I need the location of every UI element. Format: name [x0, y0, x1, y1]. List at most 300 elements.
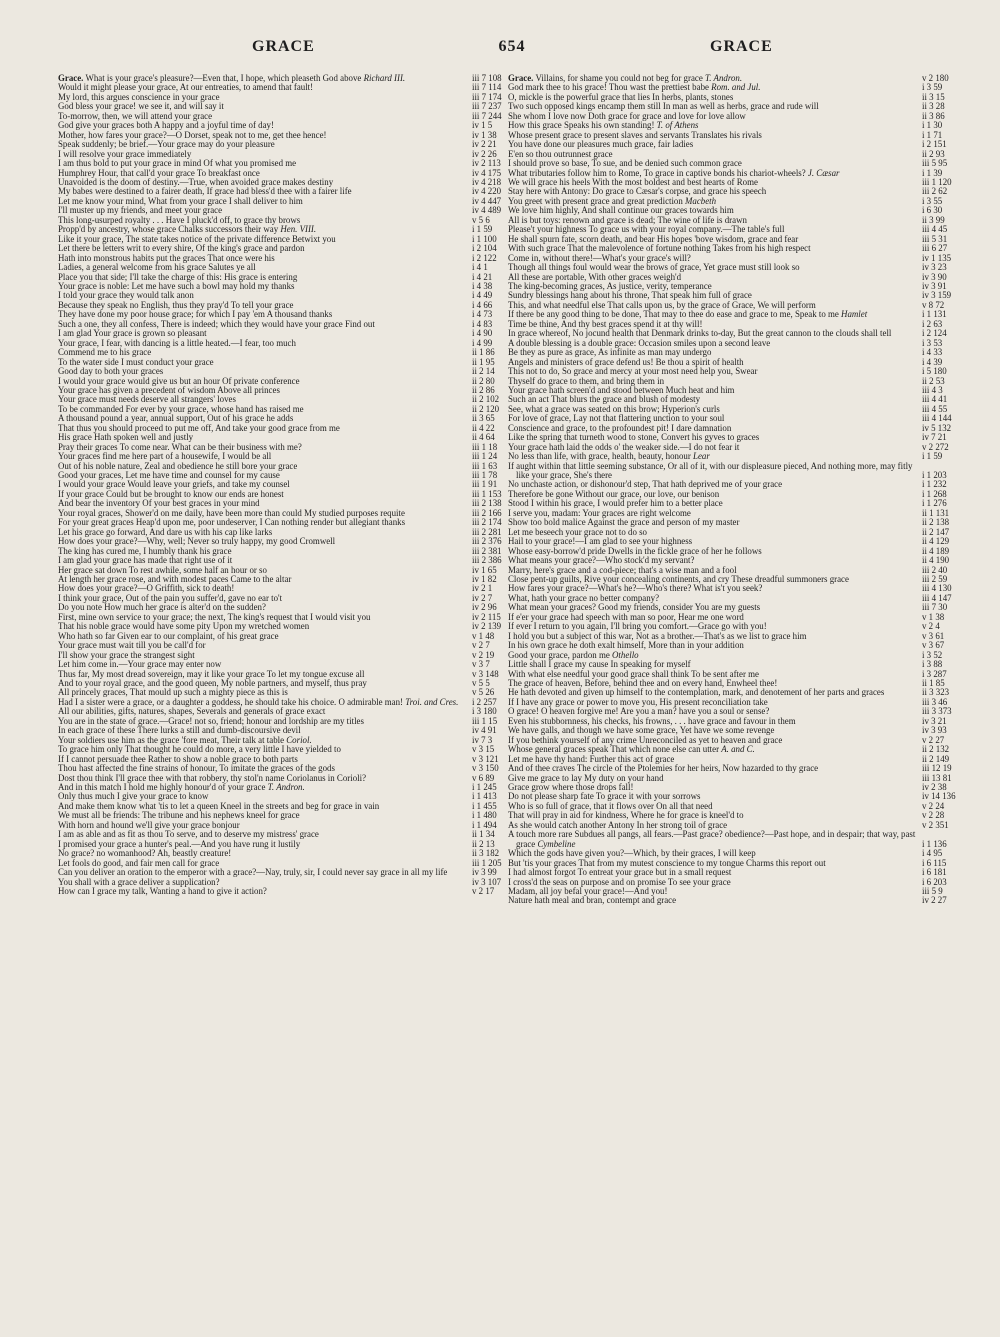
act-scene-line-ref: i 1 232: [922, 479, 947, 490]
quotation-text: What tributaries follow him to Rome, To grace in captive bonds his chariot-wheels?: [508, 167, 806, 178]
play-title: Hen. VIII.: [280, 224, 317, 235]
quotation-text: Hath into monstrous habits put the graces That once were his: [58, 252, 275, 263]
act-scene-line-ref: iv 14 136: [922, 791, 956, 802]
quotation-text: I told your grace they would talk anon: [58, 290, 194, 301]
quotation-text: O, mickle is the powerful grace that lies In herbs, plants, stones: [508, 91, 734, 102]
quotation-text: No less than life, with grace, health, beauty, honour: [508, 451, 691, 462]
act-scene-line-ref: i 6 30: [922, 205, 943, 216]
quotation-text: God mark thee to his grace! Thou wast the prettiest babe: [508, 82, 709, 93]
act-scene-line-ref: iv 2 1: [472, 583, 493, 594]
act-scene-line-ref: iii 2 376: [472, 536, 502, 547]
act-scene-line-ref: iv 2 139: [472, 621, 502, 632]
quotation-text: Stood I within his grace, I would prefer him to a better place: [508, 498, 723, 509]
play-title: Lear: [693, 451, 710, 462]
page-number: 654: [498, 38, 526, 55]
act-scene-line-ref: i 1 494: [472, 819, 497, 830]
quotation-text: She whom I love now Doth grace for grace and love for love allow: [508, 110, 746, 121]
right-column: [508, 74, 976, 906]
quotation-text: We must all be friends: The tribune and his nephews kneel for grace: [58, 810, 300, 821]
act-scene-line-ref: i 4 95: [922, 848, 943, 859]
act-scene-line-ref: iv 3 159: [922, 290, 952, 301]
act-scene-line-ref: i 4 33: [922, 347, 943, 358]
quotation-text: God give your graces both A happy and a joyful time of day!: [58, 120, 274, 131]
act-scene-line-ref: iv 4 489: [472, 205, 502, 216]
act-scene-line-ref: i 2 104: [472, 243, 497, 254]
quotation-text: Such an act That blurs the grace and blush of modesty: [508, 394, 701, 405]
quotation-text: At length her grace rose, and with modest paces Came to the altar: [58, 574, 292, 585]
act-scene-line-ref: i 3 52: [922, 649, 943, 660]
quotation-text: Such a one, they all confess, There is indeed; which they would have your grace Find out: [58, 318, 375, 329]
quotation-text: Would it might please your grace, At our entreaties, to amend that fault!: [58, 82, 314, 93]
act-scene-line-ref: i 1 268: [922, 488, 947, 499]
act-scene-line-ref: iii 1 78: [472, 470, 498, 481]
act-scene-line-ref: ii 4 129: [922, 536, 950, 547]
headword: Grace.: [508, 73, 534, 83]
act-scene-line-ref: i 5 180: [922, 366, 947, 377]
quotation-text: Conscience and grace, to the profoundest pit! I dare damnation: [508, 422, 732, 433]
act-scene-line-ref: iv 1 38: [472, 129, 497, 140]
quotation-text: Let his grace go forward, And dare us with his cap like larks: [58, 526, 273, 537]
quotation-text: Your grace hath laid the odds o' the weaker side.—I do not fear it: [508, 441, 740, 452]
left-running-head: GRACE: [252, 38, 315, 55]
quotation-text: O grace! O heaven forgive me! Are you a man? have you a soul or sense?: [508, 706, 770, 717]
act-scene-line-ref: i 2 257: [472, 696, 497, 707]
act-scene-line-ref: ii 1 131: [922, 507, 950, 518]
quotation-text: If your grace Could but be brought to know our ends are honest: [58, 488, 284, 499]
quotation-text: I hold you but a subject of this war, Not as a brother.—That's as we list to grace him: [508, 630, 807, 641]
quotation-text: Your grace has given a precedent of wisdom Above all princes: [58, 384, 280, 395]
quotation-text: With such grace That the malevolence of fortune nothing Takes from his high respect: [508, 243, 811, 254]
act-scene-line-ref: v 3 67: [922, 640, 945, 651]
quotation-text: You shall with a grace deliver a supplication?: [58, 876, 220, 887]
act-scene-line-ref: v 5 6: [472, 214, 490, 225]
act-scene-line-ref: iii 2 138: [472, 498, 502, 509]
quotation-text: I am thus bold to put your grace in mind Of what you promised me: [58, 158, 297, 169]
quotation-text: Therefore be gone Without our grace, our love, our benison: [508, 488, 720, 499]
act-scene-line-ref: v 5 26: [472, 687, 495, 698]
act-scene-line-ref: ii 3 15: [922, 91, 945, 102]
act-scene-line-ref: ii 2 149: [922, 753, 950, 764]
act-scene-line-ref: iv 4 218: [472, 176, 502, 187]
act-scene-line-ref: v 3 121: [472, 753, 499, 764]
quotation-text: Good your graces, Let me have time and counsel for my cause: [58, 470, 280, 481]
quotation-text: You have done our pleasures much grace, fair ladies: [508, 139, 694, 150]
left-column: [58, 74, 526, 896]
quotation-text: How this grace Speaks his own standing!: [508, 120, 655, 131]
concordance-entry: [508, 830, 976, 849]
act-scene-line-ref: iii 12 19: [922, 763, 952, 774]
quotation-text: And bear the inventory Of your best graces in your mind: [58, 498, 260, 509]
quotation-text: Whose easy-borrow'd pride Dwells in the fickle grace of her he follows: [508, 545, 762, 556]
quotation-text: I think your grace, Out of the pain you suffer'd, gave no ear to't: [58, 592, 283, 603]
act-scene-line-ref: iv 3 90: [922, 271, 947, 282]
act-scene-line-ref: i 4 99: [472, 337, 493, 348]
quotation-text: Ladies, a general welcome from his grace Salutes ye all: [58, 262, 256, 273]
quotation-text: All our abilities, gifts, natures, shapes, Severals and generals of grace exact: [58, 706, 326, 717]
act-scene-line-ref: ii 3 323: [922, 687, 950, 698]
act-scene-line-ref: iii 4 144: [922, 413, 952, 424]
quotation-text: Like the spring that turneth wood to stone, Convert his gyves to graces: [508, 432, 760, 443]
act-scene-line-ref: ii 2 14: [472, 366, 495, 377]
act-scene-line-ref: i 4 38: [472, 280, 493, 291]
quotation-text: Close pent-up guilts, Rive your concealing continents, and cry These dreadful summoners grace: [508, 574, 849, 585]
quotation-text: To-morrow, then, we will attend your grace: [58, 110, 213, 121]
play-title: J. Cæsar: [807, 167, 840, 178]
quotation-text: I'll show your grace the strangest sight: [58, 649, 195, 660]
quotation-text: Nature hath meal and bran, contempt and grace: [508, 895, 677, 906]
quotation-text: To the water side I must conduct your grace: [58, 356, 214, 367]
quotation-text: For love of grace, Lay not that flattering unction to your soul: [508, 413, 725, 424]
act-scene-line-ref: ii 4 189: [922, 545, 950, 556]
quotation-text: We will grace his heels With the most boldest and best hearts of Rome: [508, 176, 758, 187]
quotation-text: Good day to both your graces: [58, 366, 164, 377]
act-scene-line-ref: iii 1 91: [472, 479, 498, 490]
quotation-text: A touch more rare Subdues all pangs, all fears.—Past grace? obedience?—Past hope, and in despair; that way, past grace: [508, 829, 916, 849]
act-scene-line-ref: i 1 455: [472, 800, 497, 811]
act-scene-line-ref: iv 2 38: [922, 781, 947, 792]
act-scene-line-ref: i 3 53: [922, 337, 943, 348]
act-scene-line-ref: v 2 17: [472, 885, 495, 896]
quotation-text: I'll muster up my friends, and meet your grace: [58, 205, 223, 216]
act-scene-line-ref: ii 3 65: [472, 413, 495, 424]
act-scene-line-ref: i 1 59: [472, 224, 493, 235]
act-scene-line-ref: i 4 66: [472, 299, 493, 310]
act-scene-line-ref: i 3 59: [922, 82, 943, 93]
quotation-text: Your grace hath screen'd and stood between Much heat and him: [508, 384, 735, 395]
quotation-text: That will pray in aid for kindness, Where he for grace is kneel'd to: [508, 810, 744, 821]
act-scene-line-ref: ii 1 95: [472, 356, 495, 367]
quotation-text: Even his stubbornness, his checks, his frowns, . . . have grace and favour in them: [508, 715, 796, 726]
act-scene-line-ref: v 2 272: [922, 441, 949, 452]
quotation-text: And of thee craves The circle of the Ptolemies for her heirs, Now hazarded to thy grace: [508, 763, 819, 774]
act-scene-line-ref: iii 13 81: [922, 772, 952, 783]
quotation-text: If e'er your grace had speech with man so poor, Hear me one word: [508, 611, 744, 622]
act-scene-line-ref: v 2 4: [922, 621, 940, 632]
act-scene-line-ref: v 1 48: [472, 630, 495, 641]
act-scene-line-ref: iii 4 147: [922, 592, 952, 603]
concordance-entry: [508, 462, 976, 481]
quotation-text: Can you deliver an oration to the emperor with a grace?—Nay, truly, sir, I could never say grace in all my life: [58, 867, 448, 878]
quotation-text: Humphrey Hour, that call'd your grace To breakfast once: [58, 167, 260, 178]
act-scene-line-ref: i 2 151: [922, 139, 947, 150]
quotation-text: What, hath your grace no better company?: [508, 592, 660, 603]
quotation-text: This, and what needful else That calls upon us, by the grace of Grace, We will perform: [508, 299, 816, 310]
quotation-text: Commend me to his grace: [58, 347, 152, 358]
quotation-text: We love him highly, And shall continue our graces towards him: [508, 205, 734, 216]
act-scene-line-ref: i 1 203: [922, 470, 947, 481]
quotation-text: I will resolve your grace immediately: [58, 148, 192, 159]
play-title: A. and C.: [721, 744, 755, 755]
play-title: T. of Athens: [656, 120, 699, 131]
act-scene-line-ref: v 8 72: [922, 299, 945, 310]
quotation-text: Two such opposed kings encamp them still In man as well as herbs, grace and rude will: [508, 101, 819, 112]
quotation-text: With what else needful your good grace shall think To be sent after me: [508, 668, 759, 679]
quotation-text: No unchaste action, or dishonour'd step, That hath deprived me of your grace: [508, 479, 783, 490]
quotation-text: Do not please sharp fate To grace it with your sorrows: [508, 791, 701, 802]
act-scene-line-ref: v 2 7: [472, 640, 490, 651]
quotation-text: Time be thine, And thy best graces spend it at thy will!: [508, 318, 703, 329]
act-scene-line-ref: ii 2 80: [472, 375, 495, 386]
act-scene-line-ref: ii 2 120: [472, 403, 500, 414]
act-scene-line-ref: i 6 181: [922, 867, 947, 878]
act-scene-line-ref: i 4 1: [472, 262, 488, 273]
act-scene-line-ref: i 2 124: [922, 328, 947, 339]
act-scene-line-ref: iii 7 244: [472, 110, 502, 121]
quotation-text: How can I grace my talk, Wanting a hand to give it action?: [58, 885, 267, 896]
act-scene-line-ref: ii 2 93: [922, 148, 945, 159]
quotation-text: And to your royal grace, and the good queen, My noble partners, and myself, thus pray: [58, 678, 367, 688]
quotation-text: Your grace must wait till you be call'd for: [58, 640, 206, 651]
play-title: Othello: [612, 649, 639, 660]
act-scene-line-ref: ii 3 86: [922, 110, 945, 121]
act-scene-line-ref: iv 7 21: [922, 432, 947, 443]
act-scene-line-ref: ii 1 85: [922, 678, 945, 688]
act-scene-line-ref: iv 1 135: [922, 252, 952, 263]
concordance-entry: [508, 896, 976, 905]
quotation-text: E'en so thou outrunnest grace: [508, 148, 613, 159]
quotation-text: Only thus much I give your grace to know: [58, 791, 209, 802]
act-scene-line-ref: ii 2 138: [922, 517, 950, 528]
quotation-text: Thou hast affected the fine strains of honour, To imitate the graces of the gods: [58, 763, 335, 774]
act-scene-line-ref: ii 2 102: [472, 394, 500, 405]
quotation-text: Thus far, My most dread sovereign, may it like your grace To let my tongue excuse all: [58, 668, 365, 679]
play-title: Coriol.: [286, 734, 312, 745]
quotation-text: You are in the state of grace.—Grace! not so, friend; honour and lordship are my titles: [58, 715, 364, 726]
quotation-text: Be they as pure as grace, As infinite as man may undergo: [508, 347, 712, 358]
act-scene-line-ref: i 1 59: [922, 451, 943, 462]
quotation-text: To grace him only That thought he could do more, a very little I have yielded to: [58, 744, 341, 755]
quotation-text: Give me grace to lay My duty on your hand: [508, 772, 664, 783]
quotation-text: If I cannot persuade thee Rather to show a noble grace to both parts: [58, 753, 298, 764]
concordance-entry: [58, 887, 526, 896]
quotation-text: How fares your grace?—What's he?—Who's there? What is't you seek?: [508, 583, 763, 594]
quotation-text: A thousand pound a year, annual support, Out of his grace he adds: [58, 413, 294, 424]
act-scene-line-ref: iii 1 205: [472, 857, 502, 868]
quotation-text: Your grace must needs deserve all strangers' loves: [58, 394, 236, 405]
quotation-text: My lord, this argues conscience in your grace: [58, 91, 220, 102]
quotation-text: Your royal graces, Shower'd on me daily, have been more than could My studied purposes requite: [58, 507, 405, 518]
act-scene-line-ref: i 4 83: [472, 318, 493, 329]
act-scene-line-ref: iv 3 107: [472, 876, 502, 887]
quotation-text: No grace? no womanhood? Ah, beastly creature!: [58, 848, 232, 859]
act-scene-line-ref: ii 1 86: [472, 347, 495, 358]
quotation-text: And in this match I hold me highly honour'd of your grace: [58, 781, 266, 792]
act-scene-line-ref: iii 1 120: [922, 176, 952, 187]
quotation-text: Let me have thy hand: Further this act of grace: [508, 753, 675, 764]
act-scene-line-ref: i 3 88: [922, 659, 943, 670]
play-title: T. Andron.: [267, 781, 305, 792]
right-entry-list: [508, 74, 976, 906]
quotation-text: In each grace of these There lurks a still and dumb-discoursive devil: [58, 725, 301, 736]
act-scene-line-ref: ii 4 190: [922, 555, 950, 566]
play-title: Troi. and Cres.: [405, 696, 459, 707]
act-scene-line-ref: ii 2 13: [472, 838, 495, 849]
act-scene-line-ref: i 6 203: [922, 876, 947, 887]
quotation-text: If aught within that little seeming substance, Or all of it, with our displeasure pieced, And nothing more, may fitly like your grace, She's there: [508, 460, 913, 481]
quotation-text: Angels and ministers of grace defend us! Be thou a spirit of health: [508, 356, 744, 367]
quotation-text: How does your grace?—Why, well; Never so truly happy, my good Cromwell: [58, 536, 336, 547]
act-scene-line-ref: iii 7 174: [472, 91, 502, 102]
quotation-text: Her grace sat down To rest awhile, some half an hour or so: [58, 564, 267, 575]
act-scene-line-ref: iv 3 91: [922, 280, 947, 291]
act-scene-line-ref: iii 2 174: [472, 517, 502, 528]
quotation-text: Thyself do grace to them, and bring them in: [508, 375, 665, 386]
act-scene-line-ref: iii 2 62: [922, 186, 948, 197]
act-scene-line-ref: iii 2 386: [472, 555, 502, 566]
quotation-text: God bless your grace! we see it, and will say it: [58, 101, 224, 112]
quotation-text: You greet with present grace and great prediction: [508, 195, 683, 206]
quotation-text: But 'tis your graces That from my mutest conscience to my tongue Charms this report out: [508, 857, 826, 868]
quotation-text: I am glad Your grace is grown so pleasant: [58, 328, 207, 339]
act-scene-line-ref: iv 3 23: [922, 262, 947, 273]
quotation-text: Propp'd by ancestry, whose grace Chalks successors their way: [58, 224, 279, 235]
quotation-text: With horn and hound we'll give your grace bonjour: [58, 819, 240, 830]
act-scene-line-ref: ii 2 132: [922, 744, 950, 755]
act-scene-line-ref: i 1 245: [472, 781, 497, 792]
play-title: Macbeth: [685, 195, 717, 206]
act-scene-line-ref: i 1 276: [922, 498, 947, 509]
quotation-text: Out of his noble nature, Zeal and obedience he still bore your grace: [58, 460, 298, 471]
act-scene-line-ref: iii 4 41: [922, 394, 948, 405]
quotation-text: Because they speak no English, thus they pray'd To tell your grace: [58, 299, 294, 310]
quotation-text: What means your grace?—Who stock'd my servant?: [508, 555, 695, 566]
act-scene-line-ref: iv 2 7: [472, 592, 493, 603]
quotation-text: I would your grace Would leave your griefs, and take my counsel: [58, 479, 290, 490]
right-running-head: GRACE: [710, 38, 773, 55]
act-scene-line-ref: iii 1 63: [472, 460, 498, 471]
act-scene-line-ref: i 3 287: [922, 668, 947, 679]
quotation-text: My babes were destined to a fairer death, If grace had bless'd thee with a fairer life: [58, 186, 352, 197]
quotation-text: If you bethink yourself of any crime Unreconciled as yet to heaven and grace: [508, 734, 783, 745]
act-scene-line-ref: ii 3 182: [472, 848, 500, 859]
act-scene-line-ref: iv 3 21: [922, 715, 947, 726]
act-scene-line-ref: i 4 90: [472, 328, 493, 339]
act-scene-line-ref: iv 5 132: [922, 422, 952, 433]
act-scene-line-ref: iv 2 27: [922, 895, 947, 906]
act-scene-line-ref: v 3 150: [472, 763, 499, 774]
quotation-text: That his noble grace would have some pity Upon my wretched women: [58, 621, 310, 632]
quotation-text: Come in, without there!—What's your grace's will?: [508, 252, 691, 263]
quotation-text: I had almost forgot To entreat your grace but in a small request: [508, 867, 732, 878]
act-scene-line-ref: i 3 55: [922, 195, 943, 206]
act-scene-line-ref: iii 7 237: [472, 101, 502, 112]
act-scene-line-ref: v 2 27: [922, 734, 945, 745]
act-scene-line-ref: iii 2 40: [922, 564, 948, 575]
act-scene-line-ref: i 1 413: [472, 791, 497, 802]
act-scene-line-ref: iii 1 153: [472, 488, 502, 499]
quotation-text: Villains, for shame you could not beg for grace: [535, 73, 703, 83]
quotation-text: Had I a sister were a grace, or a daughter a goddess, he should take his choice. O admirable man!: [58, 696, 404, 707]
quotation-text: This long-usurped royalty . . . Have I pluck'd off, to grace thy brows: [58, 214, 301, 225]
quotation-text: Sundry blessings hang about his throne, That speak him full of grace: [508, 290, 752, 301]
quotation-text: Mother, how fares your grace?—O Dorset, speak not to me, get thee hence!: [58, 129, 327, 140]
quotation-text: That thus you should proceed to put me off, And take your good grace from me: [58, 422, 340, 433]
act-scene-line-ref: iii 5 31: [922, 233, 948, 244]
act-scene-line-ref: v 3 15: [472, 744, 495, 755]
quotation-text: Who is so full of grace, that it flows over On all that need: [508, 800, 713, 811]
quotation-text: The grace of heaven, Before, behind thee and on every hand, Enwheel thee!: [508, 678, 778, 688]
quotation-text: Let fools do good, and fair men call for grace: [58, 857, 220, 868]
act-scene-line-ref: iii 6 27: [922, 243, 948, 254]
act-scene-line-ref: iii 7 108: [472, 73, 502, 83]
quotation-text: The king has cured me, I humbly thank his grace: [58, 545, 232, 556]
quotation-text: To be commanded For ever by your grace, whose hand has raised me: [58, 403, 304, 414]
act-scene-line-ref: v 2 19: [472, 649, 495, 660]
quotation-text: I serve you, madam: Your graces are right welcome: [508, 507, 691, 518]
act-scene-line-ref: iv 2 115: [472, 611, 501, 622]
act-scene-line-ref: iii 4 3: [922, 384, 943, 395]
quotation-text: Good your grace, pardon me: [508, 649, 610, 660]
act-scene-line-ref: i 4 39: [922, 356, 943, 367]
act-scene-line-ref: iv 7 3: [472, 734, 493, 745]
quotation-text: What mean your graces? Good my friends, consider You are my guests: [508, 602, 761, 613]
act-scene-line-ref: ii 2 53: [922, 375, 945, 386]
act-scene-line-ref: iv 4 175: [472, 167, 502, 178]
act-scene-line-ref: iii 7 114: [472, 82, 502, 93]
play-title: Rom. and Jul.: [711, 82, 761, 93]
act-scene-line-ref: i 2 122: [472, 252, 497, 263]
quotation-text: Like it your grace, The state takes notice of the private difference Betwixt you: [58, 233, 336, 244]
quotation-text: They have done my poor house grace; for which I pay 'em A thousand thanks: [58, 309, 333, 320]
act-scene-line-ref: i 1 480: [472, 810, 497, 821]
act-scene-line-ref: iii 2 166: [472, 507, 502, 518]
quotation-text: Your grace is noble: Let me have such a bowl may hold my thanks: [58, 280, 295, 291]
quotation-text: Please't your highness To grace us with your royal company.—The table's full: [508, 224, 785, 235]
quotation-text: If ever I return to you again, I'll bring you comfort.—Grace go with you!: [508, 621, 767, 632]
act-scene-line-ref: i 1 100: [472, 233, 497, 244]
act-scene-line-ref: iv 4 91: [472, 725, 497, 736]
act-scene-line-ref: i 4 73: [472, 309, 493, 320]
quotation-text: He hath devoted and given up himself to the contemplation, mark, and denotement of her parts and graces: [508, 687, 885, 698]
act-scene-line-ref: v 1 38: [922, 611, 945, 622]
quotation-text: Which the gods have given you?—Which, by their graces, I will keep: [508, 848, 756, 859]
act-scene-line-ref: iii 1 15: [472, 715, 498, 726]
act-scene-line-ref: iv 4 220: [472, 186, 502, 197]
act-scene-line-ref: v 3 7: [472, 659, 490, 670]
quotation-text: Pray their graces To come near. What can be their business with me?: [58, 441, 302, 452]
quotation-text: All princely graces, That mould up such a mighty piece as this is: [58, 687, 288, 698]
act-scene-line-ref: iv 2 26: [472, 148, 497, 159]
act-scene-line-ref: iv 2 21: [472, 139, 497, 150]
act-scene-line-ref: ii 2 86: [472, 384, 495, 395]
quotation-text: All these are portable, With other graces weigh'd: [508, 271, 682, 282]
quotation-text: Stay here with Antony: Do grace to Cæsar's corpse, and grace his speech: [508, 186, 767, 197]
quotation-text: I am as able and as fit as thou To serve, and to deserve my mistress' grace: [58, 829, 319, 840]
quotation-text: Your graces find me here part of a housewife, I would be all: [58, 451, 272, 462]
act-scene-line-ref: i 6 115: [922, 857, 947, 868]
act-scene-line-ref: iii 4 130: [922, 583, 952, 594]
quotation-text: Though all things foul would wear the brows of grace, Yet grace must still look so: [508, 262, 800, 273]
quotation-text: Whose general graces speak That which none else can utter: [508, 744, 720, 755]
quotation-text: I promised your grace a hunter's peal.—And you have rung it lustily: [58, 838, 301, 849]
act-scene-line-ref: i 1 30: [922, 120, 943, 131]
quotation-text: This not to do, So grace and mercy at your most need help you, Swear: [508, 366, 758, 377]
quotation-text: The king-becoming graces, As justice, verity, temperance: [508, 280, 712, 291]
quotation-text: Madam, all joy befal your grace!—And you!: [508, 885, 668, 896]
act-scene-line-ref: i 1 136: [922, 838, 947, 849]
left-entry-list: [58, 74, 526, 896]
quotation-text: In grace whereof, No jocund health that Denmark drinks to-day, But the great cannon to the clouds shall tell: [508, 328, 892, 339]
quotation-text: Your grace, I fear, with dancing is a little heated.—I fear, too much: [58, 337, 296, 348]
quotation-text: Place you that side; I'll take the charge of this: His grace is entering: [58, 271, 298, 282]
act-scene-line-ref: v 2 180: [922, 73, 949, 83]
quotation-text: Who hath so far Given ear to our complaint, of his great grace: [58, 630, 279, 641]
act-scene-line-ref: iii 7 30: [922, 602, 948, 613]
act-scene-line-ref: v 5 5: [472, 678, 490, 688]
quotation-text: And make them know what 'tis to let a queen Kneel in the streets and beg for grace in vain: [58, 800, 380, 811]
quotation-text: All is but toys: renown and grace is dead; The wine of life is drawn: [508, 214, 747, 225]
quotation-text: Hail to your grace!—I am glad to see your highness: [508, 536, 693, 547]
